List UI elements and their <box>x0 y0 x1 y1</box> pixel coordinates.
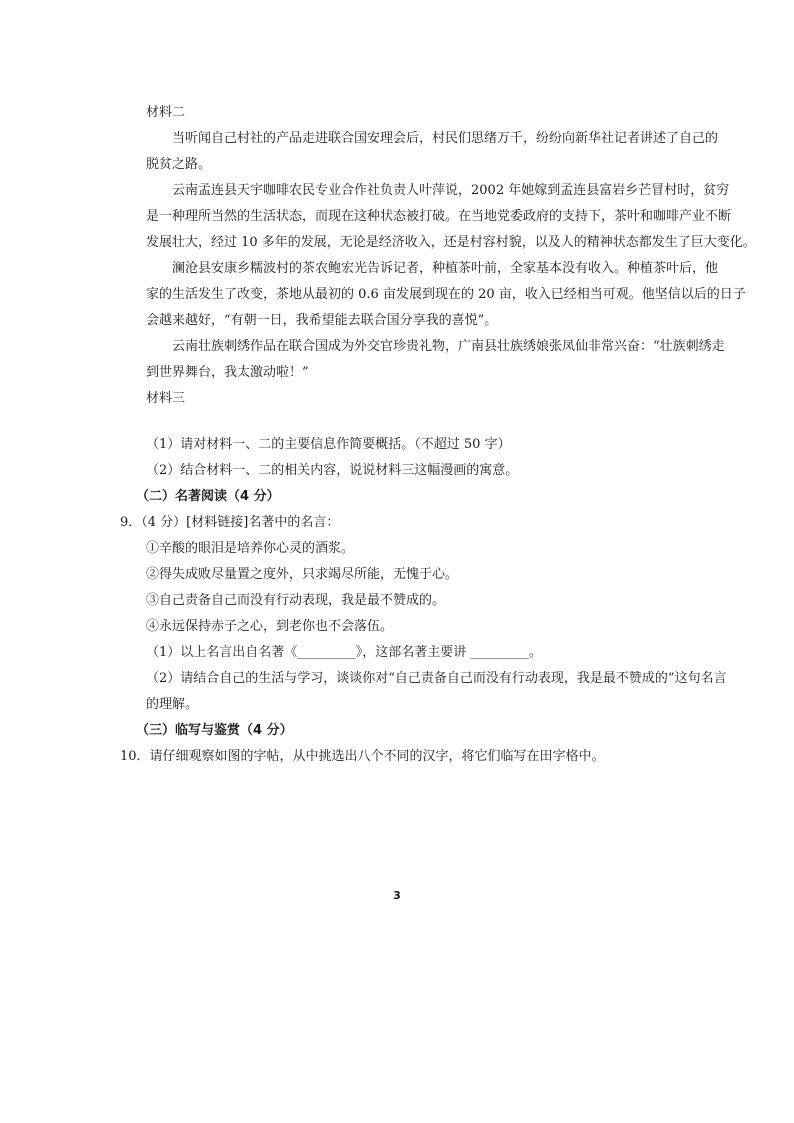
q8-sub2: （2）结合材料一、二的相关内容，说说材料三这幅漫画的寓意。 <box>146 463 519 478</box>
material2-p1-line2: 脱贫之路。 <box>146 157 212 172</box>
q10-stem: 10．请仔细观察如图的字帖，从中挑选出八个不同的汉字，将它们临写在田字格中。 <box>120 749 605 764</box>
section2-heading: （二）名著阅读（4 分） <box>136 489 280 504</box>
material2-p2-line3: 发展壮大，经过 10 多年的发展，无论是经济收入，还是村容村貌，以及人的精神状态都发生了巨大变化。 <box>146 235 756 250</box>
q9-quote4: ④永远保持赤子之心，到老你也不会落伍。 <box>146 619 394 634</box>
page-number: 3 <box>393 889 401 902</box>
q9-stem: 9．（4 分）[材料链接]名著中的名言： <box>120 515 340 530</box>
material2-p1-line1: 当听闻自己村社的产品走进联合国安理会后，村民们思绪万千，纷纷向新华社记者讲述了自己的 <box>172 131 719 146</box>
q9-quote2: ②得失成败尽量置之度外，只求竭尽所能，无愧于心。 <box>146 567 459 582</box>
material2-p2-line1: 云南孟连县天宇咖啡农民专业合作社负责人叶萍说，2002 年她嫁到孟连县富岩乡芒冒村时，贫穷 <box>172 183 730 198</box>
material2-p3-line2: 家的生活发生了改变，茶地从最初的 0.6 亩发展到现在的 20 亩，收入已经相当可观。他坚信以后的日子 <box>146 287 746 302</box>
material2-heading: 材料二 <box>146 105 186 120</box>
q8-sub1: （1）请对材料一、二的主要信息作简要概括。（不超过 50 字） <box>146 437 511 452</box>
section3-heading: （三）临写与鉴赏（4 分） <box>136 723 293 738</box>
material2-p4-line2: 到世界舞台，我太激动啦！” <box>146 365 309 380</box>
q9-sub2-line2: 的理解。 <box>146 697 199 712</box>
q9-quote3: ③自己责备自己而没有行动表现，我是最不赞成的。 <box>146 593 446 608</box>
q9-sub1: （1）以上名言出自名著《_________》，这部名著主要讲 _________。 <box>146 645 542 660</box>
material2-p3-line1: 澜沧县安康乡糯波村的茶农鲍宏光告诉记者，种植茶叶前，全家基本没有收入。种植茶叶后，他 <box>172 261 719 276</box>
q9-sub2-line1: （2）请结合自己的生活与学习，谈谈你对“自己责备自己而没有行动表现，我是最不赞成的”这句名言 <box>146 671 727 686</box>
material2-p3-line3: 会越来越好，“有朝一日，我希望能去联合国分享我的喜悦”。 <box>146 313 498 328</box>
q9-quote1: ①辛酸的眼泪是培养你心灵的酒浆。 <box>146 541 355 556</box>
material2-p2-line2: 是一种理所当然的生活状态，而现在这种状态被打破。在当地党委政府的支持下，茶叶和咖啡产业不断 <box>146 209 732 224</box>
material2-p4-line1: 云南壮族刺绣作品在联合国成为外交官珍贵礼物，广南县壮族绣娘张凤仙非常兴奋：“壮族刺绣走 <box>172 339 725 354</box>
material3-heading: 材料三 <box>146 391 186 406</box>
